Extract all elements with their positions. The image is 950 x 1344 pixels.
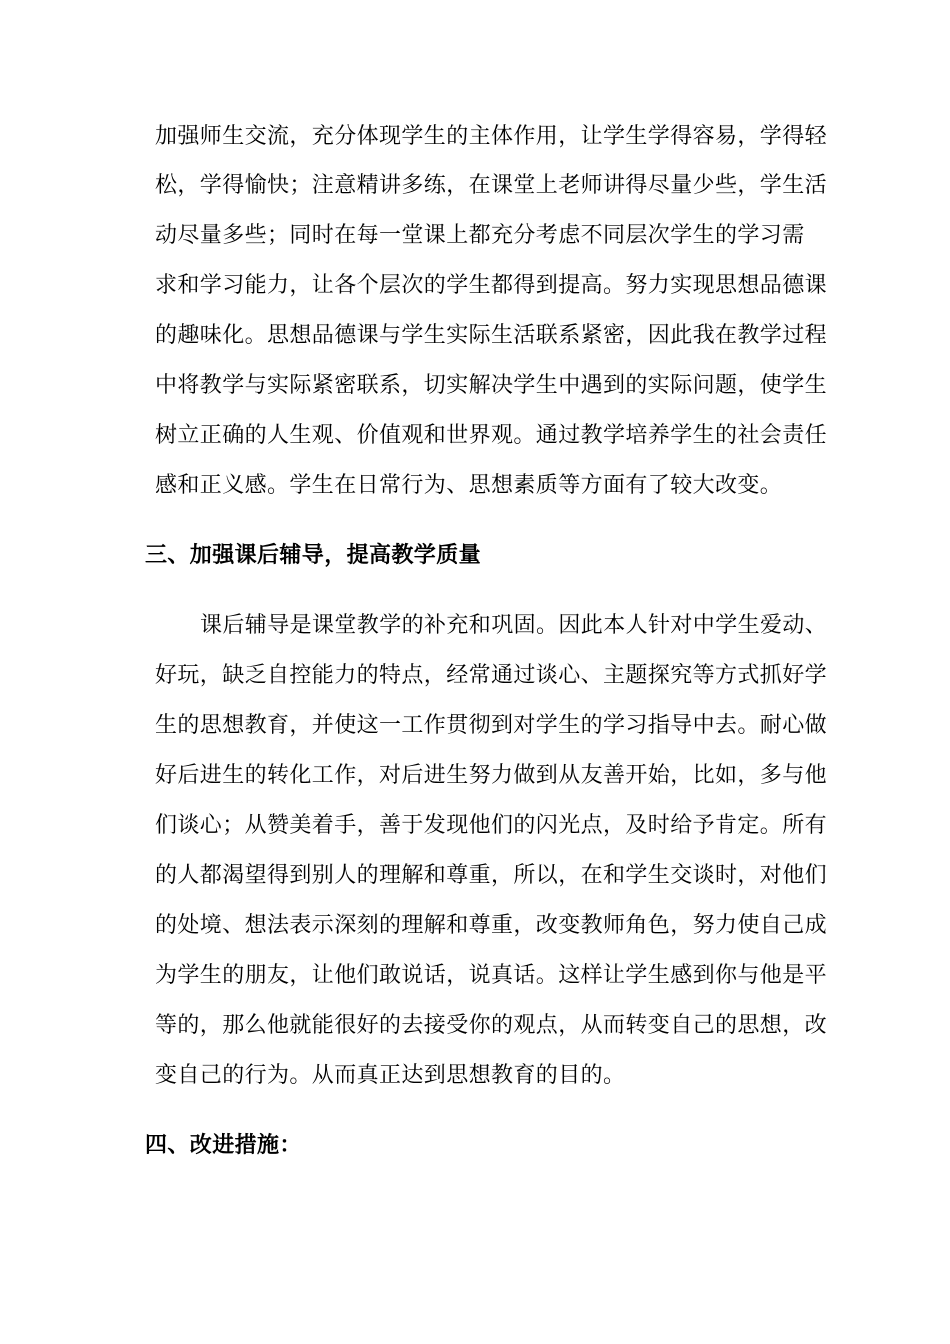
section-3-line-7: 的处境、想法表示深刻的理解和尊重，改变教师角色，努力使自己成 xyxy=(155,913,828,938)
paragraph-1-line-6: 中将教学与实际紧密联系，切实解决学生中遇到的实际问题，使学生 xyxy=(155,373,828,398)
paragraph-1-line-2: 松，学得愉快；注意精讲多练，在课堂上老师讲得尽量少些，学生活 xyxy=(155,173,828,198)
section-3-line-9: 等的，那么他就能很好的去接受你的观点，从而转变自己的思想，改 xyxy=(155,1013,828,1038)
section-3-heading: 三、加强课后辅导，提高教学质量 xyxy=(145,543,482,568)
paragraph-1-line-7: 树立正确的人生观、价值观和世界观。通过教学培养学生的社会责任 xyxy=(155,423,828,448)
section-3-line-4: 好后进生的转化工作，对后进生努力做到从友善开始，比如，多与他 xyxy=(155,763,828,788)
paragraph-1-line-1: 加强师生交流，充分体现学生的主体作用，让学生学得容易，学得轻 xyxy=(155,124,828,149)
section-3-line-2: 好玩，缺乏自控能力的特点，经常通过谈心、主题探究等方式抓好学 xyxy=(155,663,828,688)
section-3-line-8: 为学生的朋友，让他们敢说话，说真话。这样让学生感到你与他是平 xyxy=(155,963,828,988)
paragraph-1-line-8: 感和正义感。学生在日常行为、思想素质等方面有了较大改变。 xyxy=(155,473,783,498)
section-4-heading: 四、改进措施： xyxy=(145,1133,302,1158)
section-3-line-1: 课后辅导是课堂教学的补充和巩固。因此本人针对中学生爱动、 xyxy=(200,613,828,638)
section-3-line-10: 变自己的行为。从而真正达到思想教育的目的。 xyxy=(155,1063,626,1088)
section-3-line-3: 生的思想教育，并使这一工作贯彻到对学生的学习指导中去。耐心做 xyxy=(155,713,828,738)
paragraph-1-line-5: 的趣味化。思想品德课与学生实际生活联系紧密，因此我在教学过程 xyxy=(155,323,828,348)
paragraph-1-line-4: 求和学习能力，让各个层次的学生都得到提高。努力实现思想品德课 xyxy=(155,273,828,298)
paragraph-1-line-3: 动尽量多些；同时在每一堂课上都充分考虑不同层次学生的学习需 xyxy=(155,223,805,248)
section-3-line-6: 的人都渴望得到别人的理解和尊重，所以，在和学生交谈时，对他们 xyxy=(155,863,828,888)
section-3-line-5: 们谈心；从赞美着手，善于发现他们的闪光点，及时给予肯定。所有 xyxy=(155,813,828,838)
